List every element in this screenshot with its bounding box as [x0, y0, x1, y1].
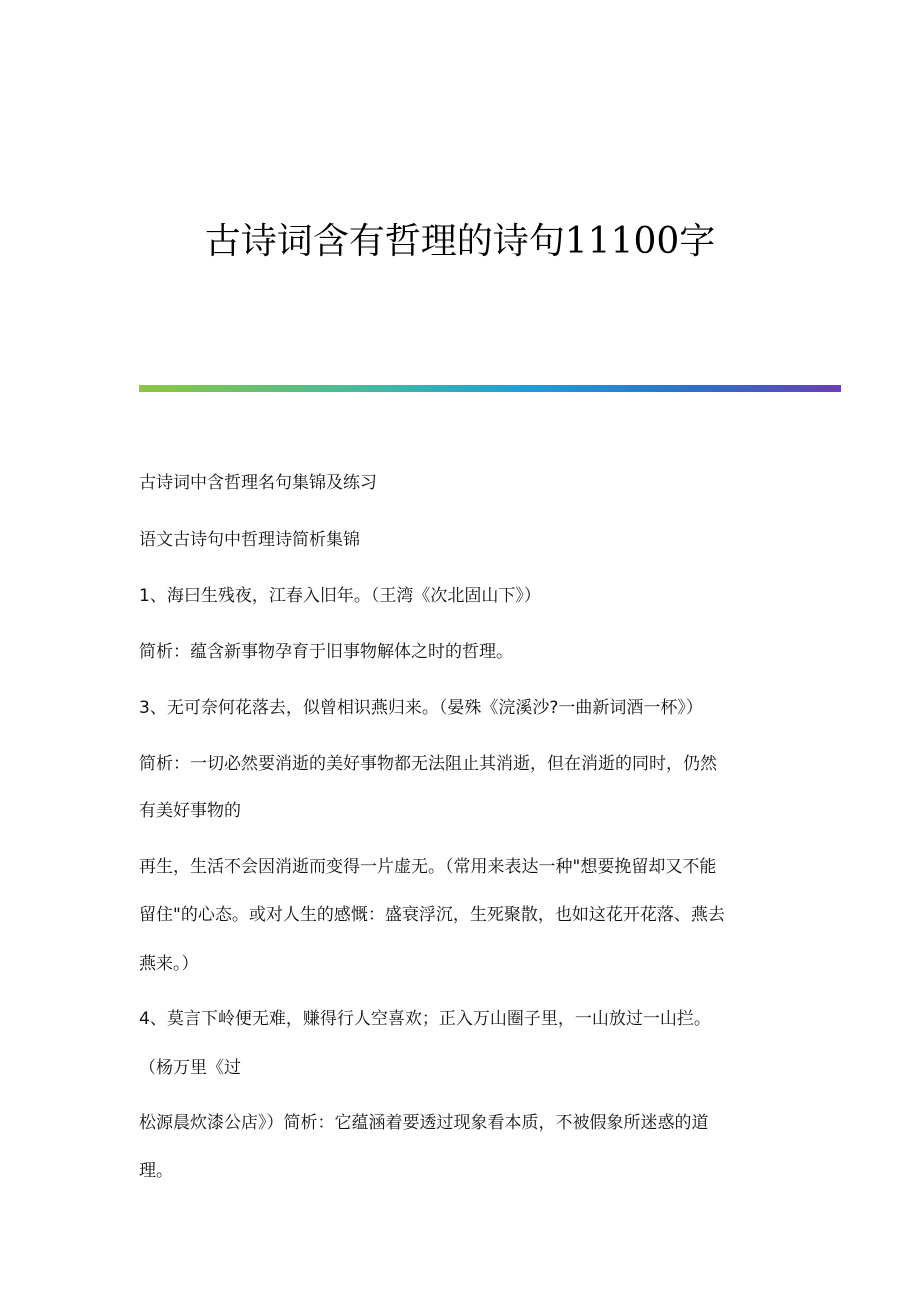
- text-line: 有美好事物的: [139, 801, 241, 821]
- text-line: 松源晨炊漆公店》）简析：它蕴涵着要透过现象看本质，不被假象所迷惑的道: [139, 1113, 709, 1133]
- text-line: 理。: [139, 1161, 173, 1181]
- page-title: 古诗词含有哲理的诗句11100字: [204, 221, 716, 262]
- text-line: 语文古诗句中哲理诗简析集锦: [139, 530, 360, 550]
- text-line: 3、无可奈何花落去，似曾相识燕归来。（晏殊《浣溪沙?一曲新词酒一杯》）: [139, 698, 703, 718]
- text-line: 燕来。）: [139, 954, 199, 974]
- text-line: 简析：一切必然要消逝的美好事物都无法阻止其消逝，但在消逝的同时，仍然: [139, 754, 717, 774]
- text-line: 4、莫言下岭便无难，赚得行人空喜欢；正入万山圈子里，一山放过一山拦。: [139, 1009, 711, 1029]
- text-line: 简析：蕴含新事物孕育于旧事物解体之时的哲理。: [139, 642, 513, 662]
- text-line: 古诗词中含哲理名句集锦及练习: [139, 473, 377, 493]
- text-line: 留住"的心态。或对人生的感慨：盛衰浮沉，生死聚散，也如这花开花落、燕去: [139, 905, 725, 925]
- text-line: 再生，生活不会因消逝而变得一片虚无。（常用来表达一种"想要挽留却又不能: [139, 857, 717, 877]
- text-line: 1、海曰生残夜，江春入旧年。（王湾《次北固山下》）: [139, 586, 541, 606]
- text-line: （杨万里《过: [139, 1058, 241, 1078]
- title-divider: [139, 385, 841, 392]
